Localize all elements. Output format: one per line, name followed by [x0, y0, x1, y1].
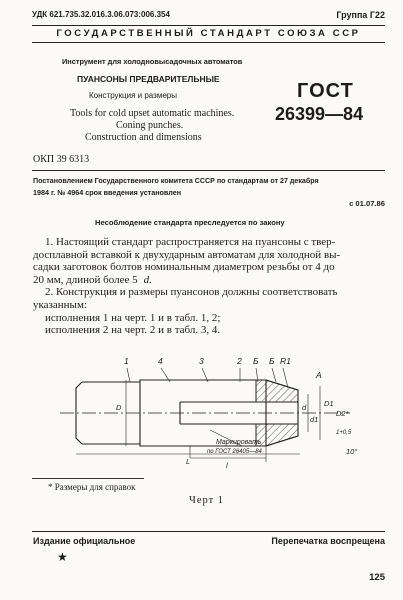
edition-note: Издание официальное [33, 536, 136, 546]
title-en-3: Construction and dimensions [85, 132, 202, 143]
callout-2: 2 [237, 356, 242, 366]
angle-label: 10° [346, 447, 358, 456]
carbide-insert-top [256, 380, 298, 402]
callout-B1: Б [253, 356, 259, 366]
carbide-insert-bottom [256, 424, 298, 446]
para2-line1: 2. Конструкция и размеры пуансонов должны соответствовать [45, 286, 338, 299]
punch-drawing [20, 346, 390, 478]
effective-date: с 01.07.86 [349, 199, 385, 208]
gost-number: 26399—84 [275, 104, 364, 124]
dim-L: L [186, 457, 191, 466]
dim-tolerance: 1+0,5 [336, 430, 352, 436]
callout-4: 4 [158, 356, 163, 366]
reprint-note: Перепечатка воспрещена [271, 536, 385, 546]
decree-line-1: Постановлением Государственного комитета СССР по стандартам от 27 декабря [33, 177, 319, 185]
footnote-rule [32, 478, 144, 479]
callout-1: 1 [124, 356, 129, 366]
para1-line4 [33, 274, 385, 287]
callout-B2: Б [269, 356, 275, 366]
title-line-2: ПУАНСОНЫ ПРЕДВАРИТЕЛЬНЫЕ [77, 74, 220, 84]
body-text [33, 236, 385, 337]
star-icon: ★ [57, 550, 68, 564]
para1-line4-text: 20 мм, длиной более 5 [33, 273, 138, 286]
dim-d1: d1 [310, 415, 319, 424]
header-rule-top [32, 25, 385, 26]
decree-line-2: 1984 г. № 4964 срок введения установлен [33, 188, 182, 197]
callout-3: 3 [199, 356, 204, 366]
decree-rule [32, 170, 385, 171]
title-line-1: Инструмент для холодновысадочных автоматов [62, 57, 243, 66]
label-A: A [316, 370, 322, 380]
footer-rule [32, 531, 385, 532]
standard-banner: ГОСУДАРСТВЕННЫЙ СТАНДАРТ СОЮЗА ССР [56, 28, 361, 39]
marking-note-1: Маркировать [216, 439, 262, 446]
dim-D: D [116, 403, 122, 412]
para2-line3: исполнения 1 на черт. 1 и в табл. 1, 2; [45, 311, 221, 324]
footnote: * Размеры для справок [48, 482, 136, 492]
dim-D1: D1 [324, 399, 334, 408]
para1-line3: садки заготовок болтов номинальным диаметром резьбы от 4 до [33, 261, 335, 274]
para1-line1: 1. Настоящий стандарт распространяется на пуансоны с твер- [45, 236, 336, 248]
page-number: 125 [369, 572, 385, 583]
para2-line2: указанным: [33, 298, 87, 311]
header-rule-bottom [32, 42, 385, 43]
group-code: Группа Г22 [336, 10, 385, 20]
legal-warning: Несоблюдение стандарта преследуется по закону [95, 218, 285, 227]
dim-d: d [302, 403, 307, 412]
diameter-variable: d. [143, 273, 152, 286]
title-en-1: Tools for cold upset automatic machines. [70, 108, 235, 119]
para1-line2: досплавной вставкой к двухударным автоматам для холодной вы- [33, 248, 341, 261]
para2-line4: исполнения 2 на черт. 2 и в табл. 3, 4. [45, 324, 221, 337]
figure-caption: Черт 1 [189, 495, 225, 506]
title-en-2: Coning punches. [116, 120, 184, 131]
okp-code: ОКП 39 6313 [33, 154, 90, 165]
marking-note-2: по ГОСТ 26405—84 [207, 449, 262, 455]
udk-code: УДК 621.735.32.016.3.06.073:006.354 [32, 10, 170, 19]
dim-l: l [226, 461, 228, 470]
callout-R1: R1 [280, 356, 291, 366]
dim-D2: D2* [336, 409, 349, 418]
title-line-3: Конструкция и размеры [89, 91, 177, 100]
gost-label: ГОСТ [297, 80, 354, 102]
